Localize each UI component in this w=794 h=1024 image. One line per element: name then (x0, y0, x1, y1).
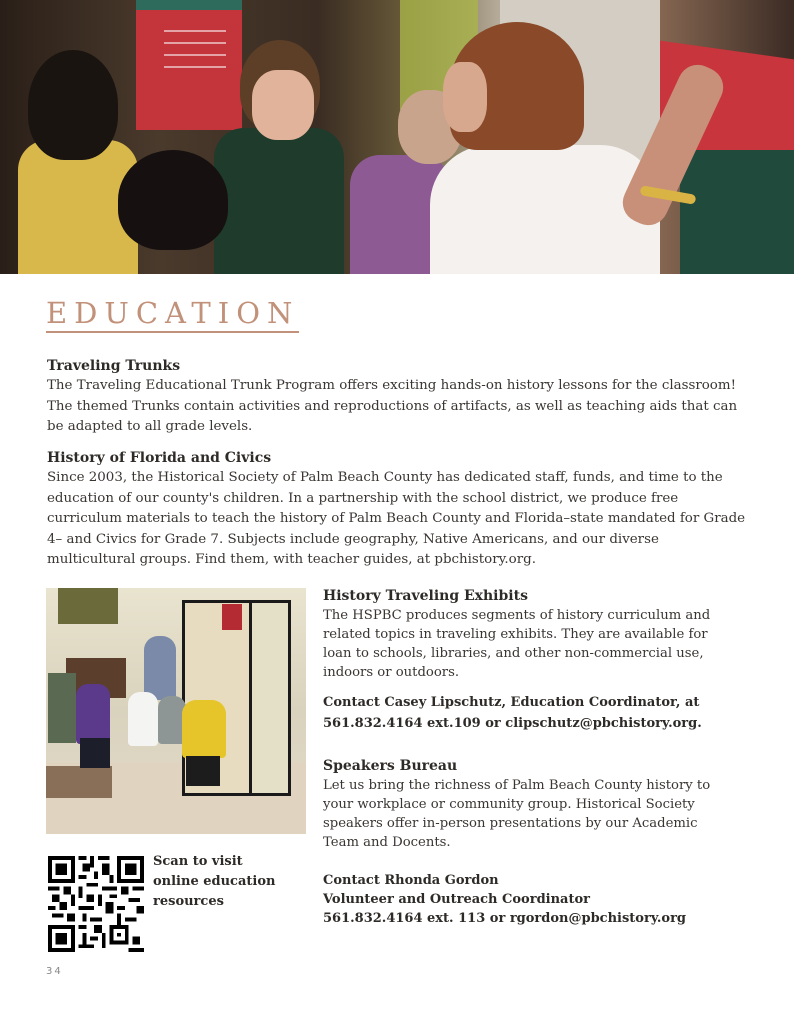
qr-caption: Scan to visit online education resources (153, 854, 276, 909)
wall-mural (58, 588, 118, 624)
contact-block (323, 871, 733, 928)
page-number: 34 (46, 966, 63, 977)
child-purple-shirt (76, 684, 110, 744)
banner-text-line (164, 66, 226, 68)
section-body: Since 2003, the Historical Society of Palm Beach County has dedicated staff, funds, and time to the education of our county's children. In a partnership with the school district, we produce free curriculum materials to teach the history of Palm Beach County and Florida–state mandated for Grade 4– and Civics for Grade 7. Subjects include geography, Native Americans, and our diverse multicultural groups. Find them, with teacher guides, at pbchistory.org. (47, 470, 746, 567)
contact-info: Contact Casey Lipschutz, Education Coordinator, at 561.832.4164 ext.109 or clipschutz@pbchistory.org. (323, 695, 702, 731)
section-heading: Speakers Bureau (323, 758, 458, 774)
exhibit-panel-green (680, 150, 794, 274)
sofa (48, 673, 76, 743)
section-heading: Traveling Trunks (47, 358, 181, 374)
student-head (28, 50, 118, 160)
section-speakers-bureau (323, 757, 733, 928)
photo-children-at-traveling-exhibit (46, 588, 306, 834)
contact-info[interactable]: 561.832.4164 ext. 113 or rgordon@pbchistory.org (323, 911, 687, 926)
section-heading: History Traveling Exhibits (323, 588, 528, 604)
section-florida-civics (47, 448, 747, 571)
qr-code-icon[interactable] (48, 856, 144, 952)
child-skirt (80, 738, 110, 768)
contact-title: Volunteer and Outreach Coordinator (323, 892, 591, 907)
museum-banner (136, 0, 242, 130)
page-title: EDUCATION (46, 296, 299, 333)
rug (46, 766, 112, 798)
banner-text-line (164, 54, 226, 56)
section-body: Let us bring the richness of Palm Beach County history to your workplace or community group. Historical Society speakers offer in-person presentations by our Academic Team and Docents. (323, 778, 711, 850)
contact-name: Contact Rhonda Gordon (323, 873, 499, 888)
section-traveling-trunks (47, 356, 757, 438)
banner-text-line (164, 42, 226, 44)
student-face (252, 70, 314, 140)
teacher (144, 636, 176, 700)
student-head-glasses (118, 150, 228, 250)
section-body: The HSPBC produces segments of history curriculum and related topics in traveling exhibits. They are available for loan to schools, libraries, and other non-commercial use, indoors or outdoors. (323, 608, 711, 680)
hero-photo-docent-with-students (0, 0, 794, 274)
section-traveling-exhibits (323, 587, 733, 734)
child-shorts (186, 756, 220, 786)
section-body: The Traveling Educational Trunk Program offers exciting hands-on history lessons for the classroom! The themed Trunks contain activities and reproductions of artifacts, as well as teaching aids that can be adapted to all grade levels. (47, 378, 738, 434)
banner-text-line (164, 30, 226, 32)
exhibit-ribbon (222, 604, 242, 630)
child-white-shirt (128, 692, 158, 746)
docent-face (443, 62, 487, 132)
student-green-shirt (214, 128, 344, 274)
child-yellow-shirt (182, 700, 226, 758)
exhibit-panel (249, 600, 291, 796)
section-heading: History of Florida and Civics (47, 450, 272, 466)
